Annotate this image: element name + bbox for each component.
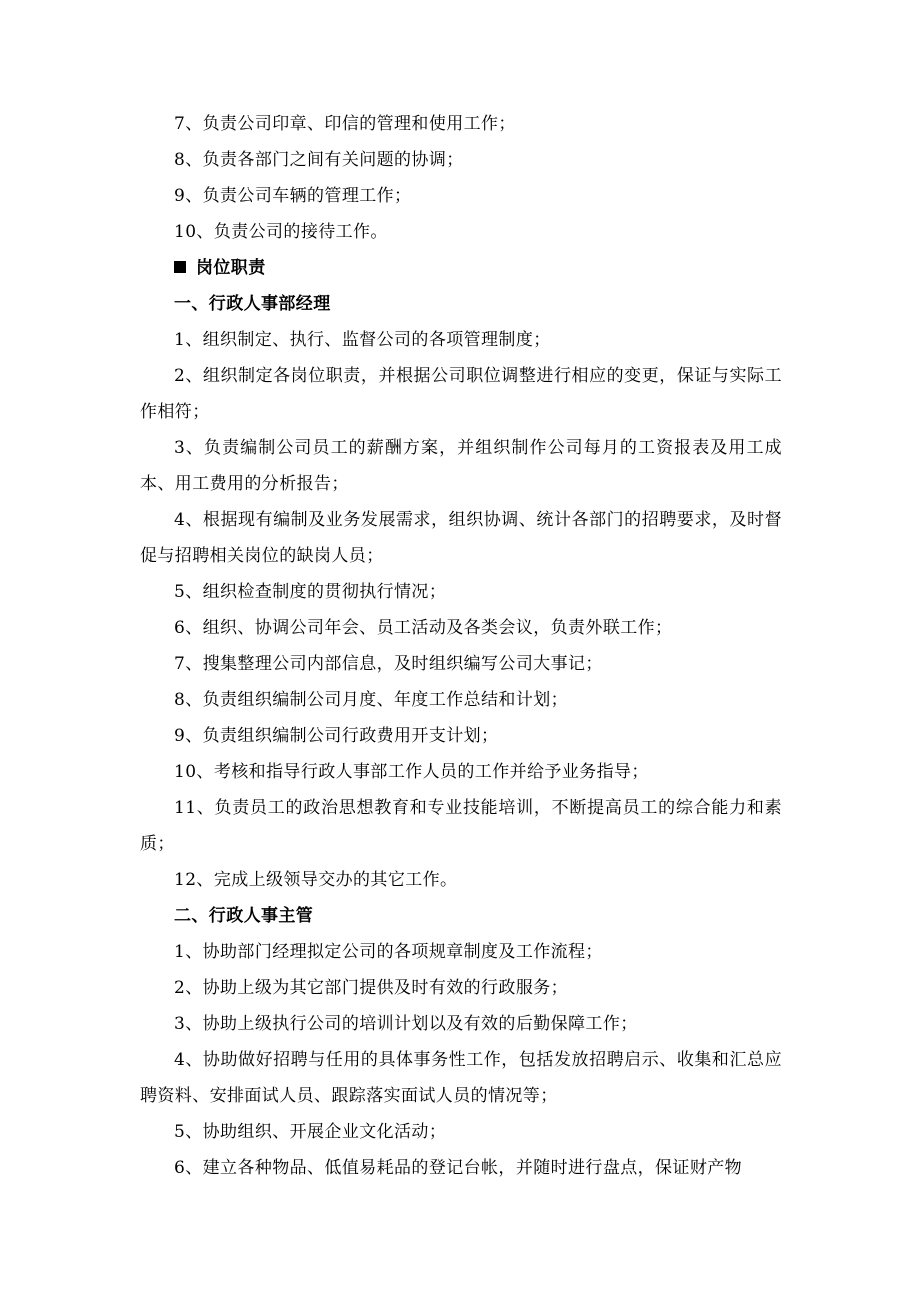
intro-item-9: 9、负责公司车辆的管理工作； (174, 186, 412, 206)
manager-item-7: 7、搜集整理公司内部信息，及时组织编写公司大事记； (174, 654, 603, 674)
manager-item-12: 12、完成上级领导交办的其它工作。 (174, 870, 458, 890)
manager-title: 一、行政人事部经理 (174, 294, 331, 314)
manager-item-3: 3、负责编制公司员工的薪酬方案，并组织制作公司每月的工资报表及用工成本、用工费用的分析报告； (140, 438, 782, 494)
supervisor-item-5: 5、协助组织、开展企业文化活动； (174, 1122, 447, 1142)
supervisor-item-2: 2、协助上级为其它部门提供及时有效的行政服务； (174, 978, 569, 998)
supervisor-item-1: 1、协助部门经理拟定公司的各项规章制度及工作流程； (174, 942, 603, 962)
supervisor-title: 二、行政人事主管 (174, 906, 314, 926)
supervisor-item-4: 4、协助做好招聘与任用的具体事务性工作，包括发放招聘启示、收集和汇总应聘资料、安排面试人员、跟踪落实面试人员的情况等； (140, 1050, 782, 1106)
black-square-bullet-icon (174, 261, 186, 273)
supervisor-item-6: 6、建立各种物品、低值易耗品的登记台帐，并随时进行盘点，保证财产物 (174, 1158, 743, 1178)
manager-item-4: 4、根据现有编制及业务发展需求，组织协调、统计各部门的招聘要求，及时督促与招聘相关岗位的缺岗人员； (140, 510, 782, 566)
manager-item-6: 6、组织、协调公司年会、员工活动及各类会议，负责外联工作； (174, 618, 673, 638)
manager-item-1: 1、组织制定、执行、监督公司的各项管理制度； (174, 330, 551, 350)
intro-item-10: 10、负责公司的接待工作。 (174, 222, 388, 242)
section-heading-text: 岗位职责 (196, 258, 266, 278)
manager-item-8: 8、负责组织编制公司月度、年度工作总结和计划； (174, 690, 569, 710)
manager-item-5: 5、组织检查制度的贯彻执行情况； (174, 582, 447, 602)
manager-item-2: 2、组织制定各岗位职责，并根据公司职位调整进行相应的变更，保证与实际工作相符； (140, 366, 782, 422)
intro-item-7: 7、负责公司印章、印信的管理和使用工作； (174, 114, 516, 134)
section-heading (140, 250, 782, 286)
supervisor-item-3: 3、协助上级执行公司的培训计划以及有效的后勤保障工作； (174, 1014, 638, 1034)
manager-item-10: 10、考核和指导行政人事部工作人员的工作并给予业务指导； (174, 762, 649, 782)
document-body (140, 106, 782, 1186)
intro-item-8: 8、负责各部门之间有关问题的协调； (174, 150, 464, 170)
manager-item-9: 9、负责组织编制公司行政费用开支计划； (174, 726, 499, 746)
manager-item-11: 11、负责员工的政治思想教育和专业技能培训，不断提高员工的综合能力和素质； (140, 798, 782, 854)
